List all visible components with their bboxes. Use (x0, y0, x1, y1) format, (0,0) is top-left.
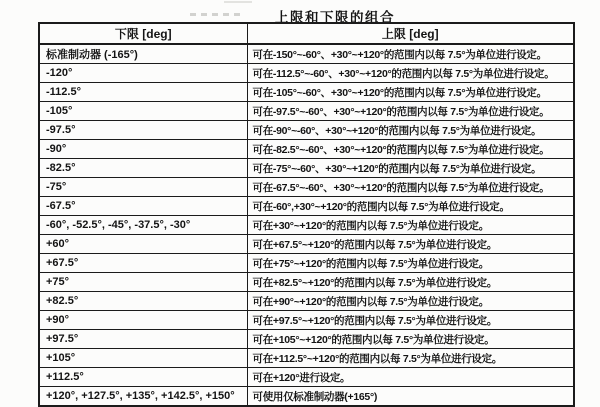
column-header-upper-limit: 上限 [deg] (247, 23, 574, 44)
upper-limit-cell: 可在+120°进行设定。 (247, 368, 574, 387)
upper-limit-cell: 可在+75°~+120°的范围内以每 7.5°为单位进行设定。 (247, 254, 574, 273)
table-row (39, 235, 574, 254)
upper-limit-cell: 可在-60°,+30°~+120°的范围内以每 7.5°为单位进行设定。 (247, 197, 574, 216)
table-body (39, 44, 574, 406)
upper-limit-cell: 可在-90°~-60°、+30°~+120°的范围内以每 7.5°为单位进行设定。 (247, 121, 574, 140)
upper-limit-cell: 可在+112.5°~+120°的范围内以每 7.5°为单位进行设定。 (247, 349, 574, 368)
scan-smudge-artifact (224, 1, 252, 3)
table-row (39, 368, 574, 387)
table-row (39, 121, 574, 140)
lower-limit-cell: +60° (39, 235, 247, 254)
upper-limit-cell: 可在+30°~+120°的范围内以每 7.5°为单位进行设定。 (247, 216, 574, 235)
lower-limit-cell: +82.5° (39, 292, 247, 311)
upper-limit-cell: 可在+82.5°~+120°的范围内以每 7.5°为单位进行设定。 (247, 273, 574, 292)
table-row (39, 330, 574, 349)
upper-limit-cell: 可在-112.5°~-60°、+30°~+120°的范围内以每 7.5°为单位进行设定。 (247, 64, 574, 83)
lower-limit-cell: +97.5° (39, 330, 247, 349)
upper-limit-cell: 可在-82.5°~-60°、+30°~+120°的范围内以每 7.5°为单位进行设定。 (247, 140, 574, 159)
lower-limit-cell: 标准制动器 (-165°) (39, 44, 247, 64)
table-row (39, 197, 574, 216)
lower-limit-cell: +67.5° (39, 254, 247, 273)
lower-limit-cell: +90° (39, 311, 247, 330)
lower-limit-cell: -105° (39, 102, 247, 121)
limits-combination-table (38, 22, 575, 407)
table-row (39, 254, 574, 273)
table-row (39, 83, 574, 102)
lower-limit-cell: +105° (39, 349, 247, 368)
lower-limit-cell: -67.5° (39, 197, 247, 216)
upper-limit-cell: 可在+97.5°~+120°的范围内以每 7.5°为单位进行设定。 (247, 311, 574, 330)
upper-limit-cell: 可使用仅标准制动器(+165°) (247, 387, 574, 407)
column-header-lower-limit: 下限 [deg] (39, 23, 247, 44)
upper-limit-cell: 可在+67.5°~+120°的范围内以每 7.5°为单位进行设定。 (247, 235, 574, 254)
upper-limit-cell: 可在-105°~-60°、+30°~+120°的范围内以每 7.5°为单位进行设定。 (247, 83, 574, 102)
table-header-row (39, 23, 574, 44)
table-row (39, 216, 574, 235)
table-row (39, 349, 574, 368)
lower-limit-cell: +120°, +127.5°, +135°, +142.5°, +150° (39, 387, 247, 407)
table-row (39, 159, 574, 178)
lower-limit-cell: -82.5° (39, 159, 247, 178)
upper-limit-cell: 可在-67.5°~-60°、+30°~+120°的范围内以每 7.5°为单位进行设定。 (247, 178, 574, 197)
table-row (39, 273, 574, 292)
table-row (39, 178, 574, 197)
table-row (39, 44, 574, 64)
page-title: 上限和下限的组合 (275, 10, 395, 25)
lower-limit-cell: -112.5° (39, 83, 247, 102)
lower-limit-cell: -120° (39, 64, 247, 83)
table-row (39, 140, 574, 159)
table-row (39, 102, 574, 121)
upper-limit-cell: 可在-97.5°~-60°、+30°~+120°的范围内以每 7.5°为单位进行设定。 (247, 102, 574, 121)
table-row (39, 64, 574, 83)
lower-limit-cell: -90° (39, 140, 247, 159)
lower-limit-cell: +112.5° (39, 368, 247, 387)
table-row (39, 311, 574, 330)
lower-limit-cell: +75° (39, 273, 247, 292)
upper-limit-cell: 可在+90°~+120°的范围内以每 7.5°为单位进行设定。 (247, 292, 574, 311)
upper-limit-cell: 可在-75°~-60°、+30°~+120°的范围内以每 7.5°为单位进行设定。 (247, 159, 574, 178)
table-row (39, 387, 574, 407)
upper-limit-cell: 可在-150°~-60°、+30°~+120°的范围内以每 7.5°为单位进行设定。 (247, 44, 574, 64)
lower-limit-cell: -60°, -52.5°, -45°, -37.5°, -30° (39, 216, 247, 235)
lower-limit-cell: -75° (39, 178, 247, 197)
table-row (39, 292, 574, 311)
lower-limit-cell: -97.5° (39, 121, 247, 140)
upper-limit-cell: 可在+105°~+120°的范围内以每 7.5°为单位进行设定。 (247, 330, 574, 349)
